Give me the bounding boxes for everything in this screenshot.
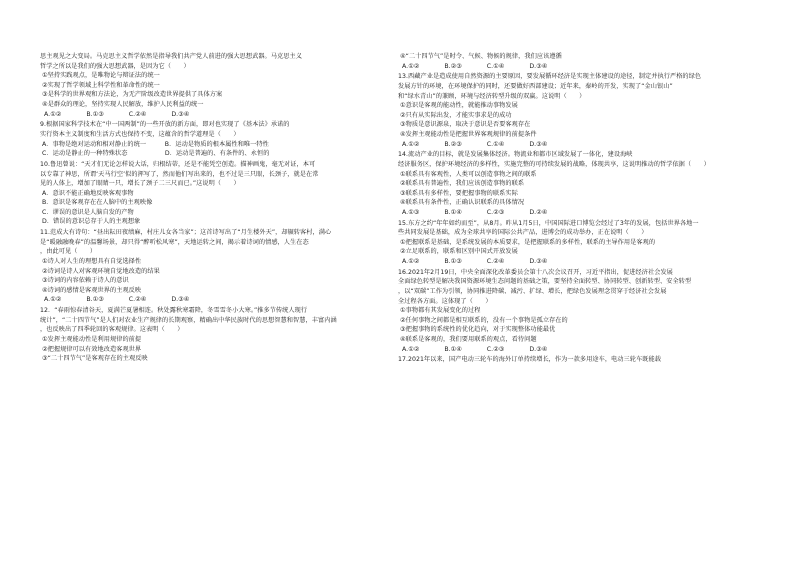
option-line: ③是科学的世界观和方法论，为无产阶级改造世界提供了具体方案 (42, 91, 223, 99)
answer-choices: A.①② B.①④ C.②③ D.③④ (402, 345, 548, 353)
answer-choices: A.①② B.①③ C.②④ D.③④ (44, 296, 190, 304)
text-line: 以专靠了神思，所谓‘天马行空’似的挥写了，然而他们写出来的，也不过是三只眼，长颈子，就是在常 (40, 170, 319, 178)
option-line: ③“二十四节气”是客观存在的主观反映 (42, 355, 148, 363)
question-stem: 12．“春雨惊春清谷天，夏满芒夏暑相连。秋处露秋寒霜降，冬雪雪冬小大寒。”推多节传统人现行 (40, 307, 308, 315)
option-line: ②诗词是诗人对客观环境自觉地改造的结果 (42, 267, 160, 275)
right-column (398, 52, 754, 365)
text-line: ，也反映出了四季轮回的客观规律。这表明（ ） (40, 326, 184, 334)
option-line: ①把握联系是基础，是系统发展的本质要求，是把握联系的多样性，联系的主导作用是客观的 (400, 238, 656, 246)
question-stem: 13.西藏产业是造成使用自然资源的主要原因，要发展循环经济是实现主体建设的途径，制定并执行严格的绿色 (398, 73, 702, 81)
answer-choices: A.①② B.②③ C.①④ D.③④ (402, 140, 548, 148)
text-line: 经济服务区，保护环境经济的多样性，实施完整的可持续发展的战略，体现共享，这说明推动的哲学依据（ ） (398, 160, 710, 168)
option-line: ①发挥主观能动性是利用规律的前提 (42, 335, 142, 343)
text-line: 些共同发展是基础，成为全球共享的国际公共产品，进博会的成功举办，正在说明（ ） (398, 229, 648, 237)
question-stem: 10.鲁迅曾说：“天才们无论怎样说大话，归根结蒂，还是不能凭空创造。描神画鬼，毫无对证，本可 (40, 160, 316, 168)
text-line: 哲学之所以是我们的强大思想武器，是因为它（ ） (40, 62, 190, 70)
option-line: ④联系具有条件性，正确认识联系的具体情况 (400, 199, 525, 207)
option-line: ①联系具有客观性，人类可以创造事物之间的联系 (400, 170, 537, 178)
question-stem: 14.流动产业的目标，就是发展集体经济。物流业和都市区域发展了一体化，建设海峡 (398, 151, 633, 159)
option-line: ②实现了哲学领域上科学性和革命性的统一 (42, 81, 160, 89)
text-line: 全面绿色转型是解决我国资源环境生态问题的基础之策，要坚持全面转型、协同转型、创新转型、安全转型 (398, 278, 692, 286)
option-line: ②立足联系的，联系和区别中国式开放发展 (400, 248, 518, 256)
option-line: A．事物是绝对运动和相对静止的统一 B．运动是物质的根本属性和唯一特性 (42, 140, 269, 148)
option-line: ④联系是客观的，我们要用联系的观点，看待问题 (400, 335, 537, 343)
option-line: D．错误的意识总存于人的主观想象 (42, 218, 141, 226)
left-column (40, 52, 396, 364)
text-line: 见的人体上，增加了眼睛一只，增长了颈子二三尺而已。”这说明（ ） (40, 180, 240, 188)
question-stem: 16.2021年2月19日，中央全面深化改革委员会第十八次会议召开，习近平指出，促进经济社会发展 (398, 268, 673, 276)
option-line: ①诗人对人生的理想具有自觉选择性 (42, 258, 142, 266)
option-line: A．意识不能正确地反映客观事物 (42, 189, 134, 197)
option-line: ②任何事物之间都是相互联系的，没有一个事物是孤立存在的 (400, 316, 568, 324)
text-line: 发展方针的环境，在环境保护的同时，还要做好西部建设；近年来，秦岭的开发，实现了“金山银山” (398, 82, 673, 90)
option-line: ①事物都有其发展变化的过程 (400, 307, 481, 315)
question-stem: 9.根据国家科学技术在“中一国两制”的一些开放的新方面，即对也实现了《基本法》承诺的 (40, 121, 290, 129)
text-line: 全过程各方面。这体现了（ ） (398, 297, 492, 305)
text-line: 和“绿水青山”的兼顾，环境与经济转型升级的双赢。这说明（ ） (398, 92, 586, 100)
question-stem: 11.范成大有诗句：“昼出耘田夜绩麻，村庄儿女各当家”；这首诗写出了“月生楼外天”，却辗转客村，满心 (40, 229, 332, 237)
answer-choices: A.①② B.①③ C.②④ D.③④ (402, 258, 548, 266)
question-stem: 15.东方之约“年年如约而至”，从8月。昨从1月5日，中国国际进口博览会经过了3年的发展，包括世界各地一 (398, 219, 699, 227)
text-line: 实行资本主义制度和生活方式也保持不变，这蕴含的哲学道理是（ ） (40, 130, 240, 138)
question-stem: 17.2021年以来，国产电动三轮车的海外订单持续增长，作为一款多用途车，电动三轮车既能载 (398, 356, 661, 364)
text-line: ，由此可见（ ） (40, 248, 97, 256)
text-line: ，以“双碳”工作为引领，协同推进降碳、减污、扩绿、增长，把绿色发展理念贯穿于经济社会发展 (398, 288, 667, 295)
text-line: 是“暖融融晚春”的温馨场景，却只得“醉听松风寒”，天地运转之间，揭示着诗词的情感，人生在态 (40, 238, 309, 246)
option-line: ②把握规律可以有效地改造客观世界 (42, 345, 142, 353)
option-line: ③把握事物的系统性的优化趋向，对于实现整体功能最优 (400, 326, 556, 334)
option-line: ④是群众的理论，坚持实现人民解放，维护人民利益的统一 (42, 100, 204, 108)
option-line: ④“二十四节气”是时令、气候、物候的规律，我们应该遵循 (400, 53, 562, 60)
option-line: ④发挥主观能动性是把握世界客观规律的前提条件 (400, 130, 537, 138)
option-line: ④诗词的感情是客观世界的主观反映 (42, 286, 142, 294)
option-line: ②联系具有普遍性，我们应该创造事物的联系 (400, 180, 525, 188)
answer-choices: A.①② B.②③ C.①④ D.③④ (402, 62, 548, 70)
option-line: ①坚持实践观点，是唯物论与辩证法的统一 (42, 72, 160, 80)
option-line: ①意识是客观的能动性，就能推动事物发展 (400, 102, 518, 110)
option-line: C．谬误的意识是人脑自发的产物 (42, 208, 134, 216)
option-line: ③诗词的内容依赖于诗人的意识 (42, 277, 129, 285)
option-line: ③物质是意识源泉，取决于意识是否要客观存在 (400, 121, 531, 129)
option-line: C．运动是静止的一种特殊状态 D．运动是普遍的、有条件的、永恒的 (42, 150, 270, 158)
option-line: ②只有从实际出发，才能实事求是的成功 (400, 111, 512, 119)
answer-choices: A.①② B.①③ C.②④ D.③④ (44, 110, 190, 118)
text-line: 思主观见之大变局。马克思主义哲学依然是指导我们共产党人前进的强大思想武器。马克思主义 (40, 53, 302, 60)
answer-choices: A.①③ B.①④ C.②③ D.②④ (402, 208, 548, 216)
text-line: 统计”，“二十四节气”是人们对农业生产规律的长期观察，精确出中华民族时代的思想智慧和智慧，丰富内涵 (40, 316, 337, 324)
option-line: ③联系具有多样性，要把握事物的联系实际 (400, 189, 518, 197)
option-line: B．意识是客观存在在人脑中的主观映像 (42, 199, 153, 207)
